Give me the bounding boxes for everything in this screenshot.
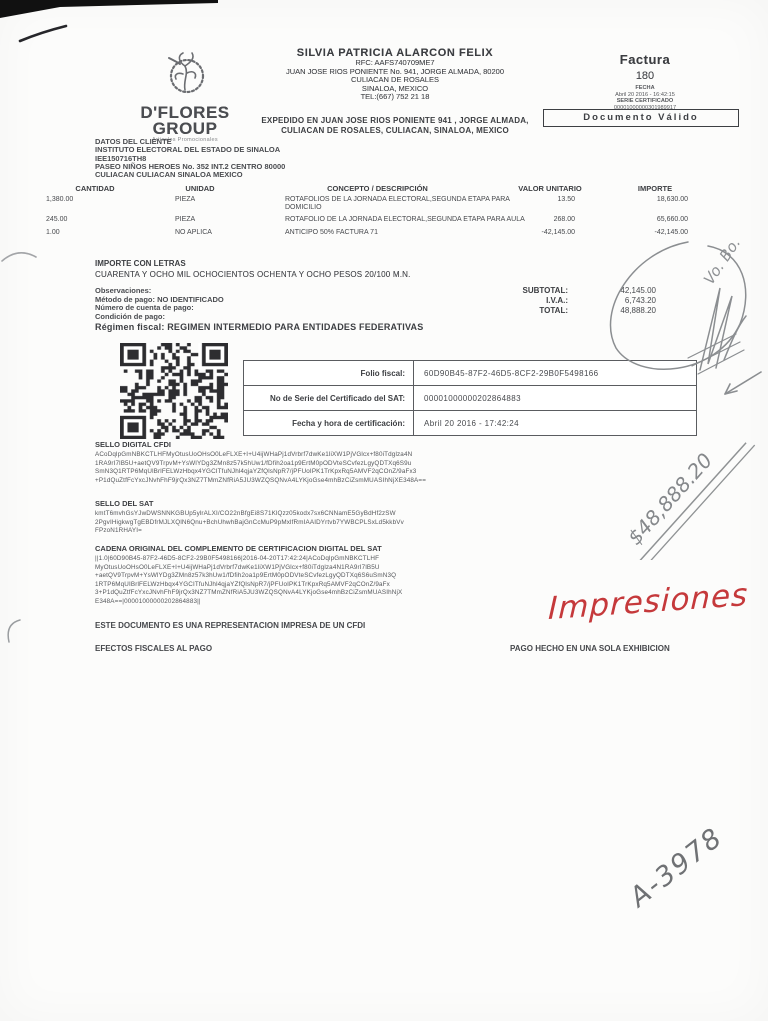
subtotal-value: 42,145.00 bbox=[620, 286, 656, 295]
margin-mark-icon bbox=[0, 246, 40, 266]
sello-cfdi-line: SmN3Q1RTP6MqUlBrlFELWzHbqx4YGCITfuNJhl4qjaYZfQlsNpR7/jPFUoIPK1TrKpxRq5AMVF2qCOnZ/9aFx3 bbox=[95, 468, 417, 476]
emitter-address-3: SINALOA, MEXICO bbox=[361, 83, 429, 93]
fecha-cert-value: Abril 20 2016 - 17:42:24 bbox=[424, 418, 519, 428]
total-label: TOTAL: bbox=[539, 306, 568, 315]
condicion-pago: Condición de pago: bbox=[95, 311, 165, 321]
efectos-fiscales: EFECTOS FISCALES AL PAGO bbox=[95, 644, 213, 653]
cell-cantidad: 1.00 bbox=[46, 229, 60, 236]
expedido-block bbox=[185, 116, 605, 135]
col-header-concepto: CONCEPTO / DESCRIPCIÓN bbox=[327, 184, 428, 193]
cadena-line: E348A==|00001000000202864883|| bbox=[95, 597, 201, 605]
cuenta-pago: Número de cuenta de pago: bbox=[95, 303, 194, 313]
emitter-address-1: JUAN JOSE RIOS PONIENTE No. 941, JORGE ALMADA, 80200 bbox=[286, 66, 504, 76]
handwritten-impresiones: Impresiones bbox=[547, 576, 749, 628]
subtotal-label: SUBTOTAL: bbox=[522, 286, 568, 295]
sello-sat-line: 2PgvIHigkwgTgEBDfrMJLXQlN6Qnu+BchUhwhBajGnCcMuP9pMxlfRmIAAIDYrtvb7YWBCPLSxLd5kkbVv bbox=[95, 518, 404, 526]
sello-cfdi-block bbox=[95, 451, 547, 485]
invoice-serie: 00001000000301989917 bbox=[613, 104, 677, 111]
regimen-fiscal: Régimen fiscal: REGIMEN INTERMEDIO PARA ENTIDADES FEDERATIVAS bbox=[95, 322, 424, 332]
cell-unidad: PIEZA bbox=[175, 216, 196, 223]
cell-importe: -42,145.00 bbox=[654, 229, 688, 236]
observaciones-label: Observaciones: bbox=[95, 286, 152, 295]
invoice-fecha: Abril 20 2016 - 16:42:15 bbox=[615, 91, 675, 98]
payment-info-block bbox=[95, 287, 355, 321]
handwritten-vobo: Vo. Bo. bbox=[700, 234, 745, 288]
handwritten-folio-ref: A-3978 bbox=[624, 821, 729, 914]
pago-exhibicion: PAGO HECHO EN UNA SOLA EXHIBICION bbox=[510, 644, 670, 653]
handwritten-amount-text: $48,888.20 bbox=[622, 448, 718, 550]
cell-concepto: ANTICIPO 50% FACTURA 71 bbox=[285, 229, 378, 236]
cell-unidad: PIEZA bbox=[175, 196, 196, 203]
cadena-label: CADENA ORIGINAL DEL COMPLEMENTO DE CERTIFICACION DIGITAL DEL SAT bbox=[95, 544, 382, 553]
total-value: 48,888.20 bbox=[620, 306, 656, 315]
handwritten-amount bbox=[596, 420, 768, 560]
invoice-fecha-label: FECHA bbox=[635, 85, 655, 91]
fiscal-row-serie-sat bbox=[244, 385, 696, 410]
col-header-unidad: UNIDAD bbox=[185, 184, 215, 193]
folio-fiscal-label: Folio fiscal: bbox=[244, 361, 414, 385]
sello-cfdi-label: SELLO DIGITAL CFDI bbox=[95, 440, 171, 449]
cell-concepto: ROTAFOLIO DE LA JORNADA ELECTORAL,SEGUNDA ETAPA PARA AULA bbox=[285, 216, 525, 223]
serie-sat-value: 00001000000202864883 bbox=[424, 393, 521, 403]
sello-cfdi-line: 1RA9rI7lB5U+aetQV9TrpvM+YsWlYDg3ZMn8z57k5hUw1/fDfih2oa1p9ErtM0pODVteSCvfezLgyQDTXq6S9u bbox=[95, 459, 412, 467]
cadena-line: +aetQV9TrpvM+YsWlYDg3ZMn8z57k3hUw1/fDfih2oa1p9ErtM0pODVteSCvfezLgyQDTXq6S6uSmN3Q bbox=[95, 572, 397, 580]
margin-mark-icon bbox=[2, 618, 28, 646]
folio-fiscal-value: 60D90B45-87F2-46D5-8CF2-29B0F5498166 bbox=[424, 368, 599, 378]
invoice-number: 180 bbox=[635, 70, 655, 82]
sello-cfdi-line: ACoDqlpGmNBKCTLHFMyOtusUoOHsO0LeFLXE+I+U4ijWHaPj1dVrbrf7dwKe1liXW1PjVGlcx+f80iTdglza4N bbox=[95, 451, 413, 458]
sello-sat-line: FPzoN1RHAYI= bbox=[95, 527, 143, 535]
cell-importe: 65,660.00 bbox=[656, 216, 688, 223]
documento-valido-badge: Documento Válido bbox=[543, 109, 739, 127]
cell-cantidad: 1,380.00 bbox=[46, 196, 74, 203]
scan-artifact-top-left bbox=[0, 0, 230, 55]
amount-words-label: IMPORTE CON LETRAS bbox=[95, 259, 186, 268]
logo-tagline: Articulos Promocionales bbox=[152, 137, 218, 143]
serie-sat-label: No de Serie del Certificado del SAT: bbox=[244, 386, 414, 410]
cell-valor-unitario: 13.50 bbox=[557, 196, 575, 203]
cell-concepto: ROTAFOLIOS DE LA JORNADA ELECTORAL,SEGUNDA ETAPA PARA DOMICILIO bbox=[285, 196, 510, 212]
pencil-arrow-icon bbox=[715, 368, 765, 400]
cfdi-notice: ESTE DOCUMENTO ES UNA REPRESENTACION IMPRESA DE UN CFDI bbox=[95, 621, 366, 630]
sello-sat-block bbox=[95, 510, 547, 536]
col-header-importe: IMPORTE bbox=[637, 184, 673, 193]
cell-valor-unitario: 268.00 bbox=[553, 216, 575, 223]
cell-valor-unitario: -42,145.00 bbox=[541, 229, 575, 236]
fecha-cert-label: Fecha y hora de certificación: bbox=[244, 411, 414, 435]
cell-cantidad: 245.00 bbox=[46, 216, 68, 223]
invoice-serie-label: SERIE CERTIFICADO bbox=[616, 98, 674, 105]
emitter-phone: TEL:(667) 752 21 18 bbox=[360, 92, 430, 102]
qr-code bbox=[120, 343, 228, 439]
expedido-line-1: EXPEDIDO EN JUAN JOSE RIOS PONIENTE 941 , JORGE ALMADA, bbox=[261, 116, 529, 125]
cell-importe: 18,630.00 bbox=[656, 196, 688, 203]
iva-label: I.V.A.: bbox=[546, 296, 568, 305]
invoice-header bbox=[560, 52, 730, 111]
sello-sat-label: SELLO DEL SAT bbox=[95, 499, 154, 508]
metodo-pago: Método de pago: NO IDENTIFICADO bbox=[95, 294, 224, 304]
cadena-line: 1RTP6MqUIBrlFELWzHbqx4YGCITfuNJhl4qjaYZfQlsNpR7/jPFUoIPK1TrKpxRq5AMVF2qCOnZ/9aFx bbox=[95, 580, 390, 588]
client-section-label: DATOS DEL CLIENTE bbox=[95, 137, 172, 146]
cadena-line: MyOtusUoOHsO0LeFLXE+I+U4ijWHaPj1dVrbrf7dwKe1liXW1PjVGlcx+f80iTdglza4N1RA9rI7lB5U bbox=[95, 563, 380, 571]
cadena-line: 3+P1dQuZtfFcYxcJNvhFhF9jrQx3NZ7TMmZNfRiA5JU3WZQSQNvA4LYKjoGse4mhBzCiZsmMUASIhNjX bbox=[95, 589, 403, 597]
iva-value: 6,743.20 bbox=[624, 296, 656, 305]
totals-labels bbox=[460, 286, 568, 316]
col-header-valor-unitario: VALOR UNITARIO bbox=[518, 184, 582, 193]
emitter-rfc: RFC: AAFS740709ME7 bbox=[355, 58, 435, 67]
signature-scribble bbox=[588, 230, 768, 380]
cell-unidad: NO APLICA bbox=[175, 229, 212, 236]
client-address: PASEO NIÑOS HEROES No. 352 INT.2 CENTRO 80000 bbox=[95, 161, 286, 171]
client-block bbox=[95, 138, 435, 179]
logo-name-2: GROUP bbox=[152, 119, 218, 138]
logo-name-1: D'FLORES bbox=[140, 103, 230, 122]
amount-words-text: CUARENTA Y OCHO MIL OCHOCIENTOS OCHENTA Y OCHO PESOS 20/100 M.N. bbox=[95, 270, 411, 279]
flower-logo-icon bbox=[159, 50, 211, 100]
client-city: CULIACAN CULIACAN SINALOA MEXICO bbox=[95, 170, 243, 180]
sello-cfdi-line: +P1dQuZtfFcYxcJNvhFhF9jrQx3NZ7TMmZNfRiA5JU3WZQSQNvA4LYKjoGse4mhBzCiZsmMUASIhNjXE348A== bbox=[95, 476, 427, 484]
emitter-address-2: CULIACAN DE ROSALES bbox=[351, 75, 439, 85]
invoice-label: Factura bbox=[619, 52, 671, 67]
cadena-line: ||1.0|60D90B45-87F2-46D5-8CF2-29B0F5498166|2016-04-20T17:42:24|ACoDqlpGmNBKCTLHF bbox=[95, 555, 380, 562]
emitter-header bbox=[215, 47, 575, 102]
emitter-name: SILVIA PATRICIA ALARCON FELIX bbox=[296, 47, 494, 59]
expedido-line-2: CULIACAN DE ROSALES, CULIACAN, SINALOA, MEXICO bbox=[281, 125, 509, 135]
client-rfc: IEE150716TH8 bbox=[95, 153, 147, 163]
cadena-block bbox=[95, 555, 547, 607]
sello-sat-line: kmtT6mvhGsYJwDWSNNKGBUp5ylrALXI/CO22nBfgEi8S71KlQzz05kodx7sx6CNNamE5GyBdHf2zSW bbox=[95, 510, 396, 517]
col-header-cantidad: CANTIDAD bbox=[75, 184, 115, 193]
client-name: INSTITUTO ELECTORAL DEL ESTADO DE SINALOA bbox=[95, 145, 281, 155]
